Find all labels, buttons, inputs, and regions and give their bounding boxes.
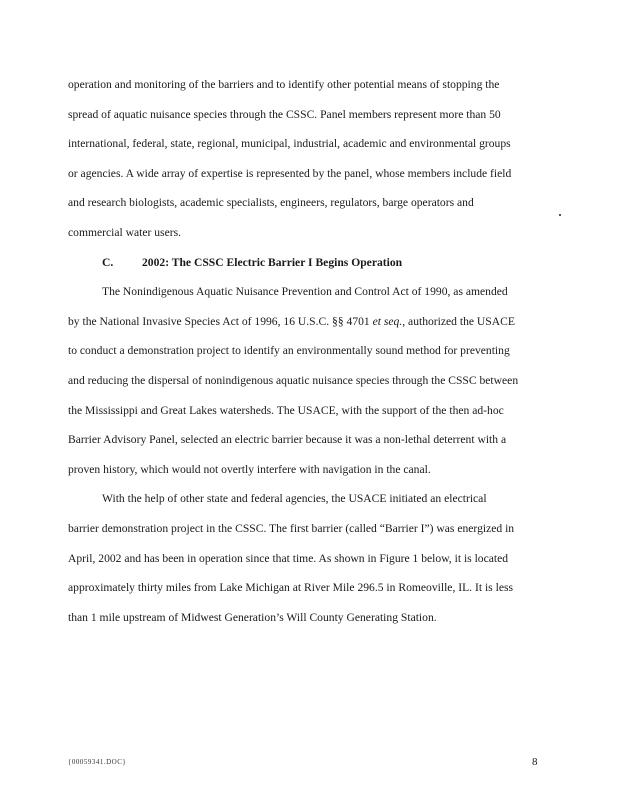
paragraph-3-line: approximately thirty miles from Lake Michigan at River Mile 296.5 in Romeoville, IL. It is less bbox=[68, 581, 513, 595]
section-heading bbox=[68, 248, 552, 278]
paragraph-1-line: and research biologists, academic specialists, engineers, regulators, barge operators and bbox=[68, 196, 474, 210]
paragraph-1-line: commercial water users. bbox=[68, 225, 181, 239]
paragraph-1-line: operation and monitoring of the barriers and to identify other potential means of stopping the bbox=[68, 78, 500, 91]
scan-artifact-dot bbox=[559, 214, 561, 216]
section-heading-title: 2002: The CSSC Electric Barrier I Begins Operation bbox=[142, 255, 403, 269]
paragraph-2-line: to conduct a demonstration project to identify an environmentally sound method for preventing bbox=[68, 344, 510, 358]
paragraph-3-line: barrier demonstration project in the CSSC. The first barrier (called “Barrier I”) was energized in bbox=[68, 521, 515, 535]
body-text bbox=[68, 70, 552, 632]
paragraph-3-line: than 1 mile upstream of Midwest Generation’s Will County Generating Station. bbox=[68, 610, 437, 624]
page-number: 8 bbox=[532, 756, 538, 768]
paragraph-3-line: With the help of other state and federal agencies, the USACE initiated an electrical bbox=[102, 492, 487, 506]
paragraph-2-line: proven history, which would not overtly interfere with navigation in the canal. bbox=[68, 462, 431, 476]
paragraph-2-line: Barrier Advisory Panel, selected an electric barrier because it was a non-lethal deterrent with a bbox=[68, 433, 507, 447]
citation-et-seq: et seq. bbox=[372, 314, 403, 328]
paragraph-2-line: and reducing the dispersal of nonindigenous aquatic nuisance species through the CSSC between bbox=[68, 373, 519, 387]
citation-text-after: , authorized the USACE bbox=[402, 314, 515, 328]
paragraph-2-line-citation bbox=[68, 307, 552, 337]
paragraph-1-line: international, federal, state, regional, municipal, industrial, academic and environmental groups bbox=[68, 137, 511, 151]
footer-document-id: {00059341.DOC} bbox=[68, 758, 127, 766]
section-heading-letter: C. bbox=[102, 255, 114, 269]
paragraph-3-line: April, 2002 and has been in operation since that time. As shown in Figure 1 below, it is located bbox=[68, 551, 509, 565]
paragraph-1-line: or agencies. A wide array of expertise is represented by the panel, whose members include field bbox=[68, 166, 512, 180]
paragraph-2-line: The Nonindigenous Aquatic Nuisance Prevention and Control Act of 1990, as amended bbox=[102, 285, 508, 299]
paragraph-2-line: the Mississippi and Great Lakes watersheds. The USACE, with the support of the then ad-hoc bbox=[68, 403, 504, 417]
citation-text-before: by the National Invasive Species Act of 1996, 16 U.S.C. §§ 4701 bbox=[68, 314, 373, 328]
paragraph-1-line: spread of aquatic nuisance species through the CSSC. Panel members represent more than 50 bbox=[68, 107, 501, 121]
